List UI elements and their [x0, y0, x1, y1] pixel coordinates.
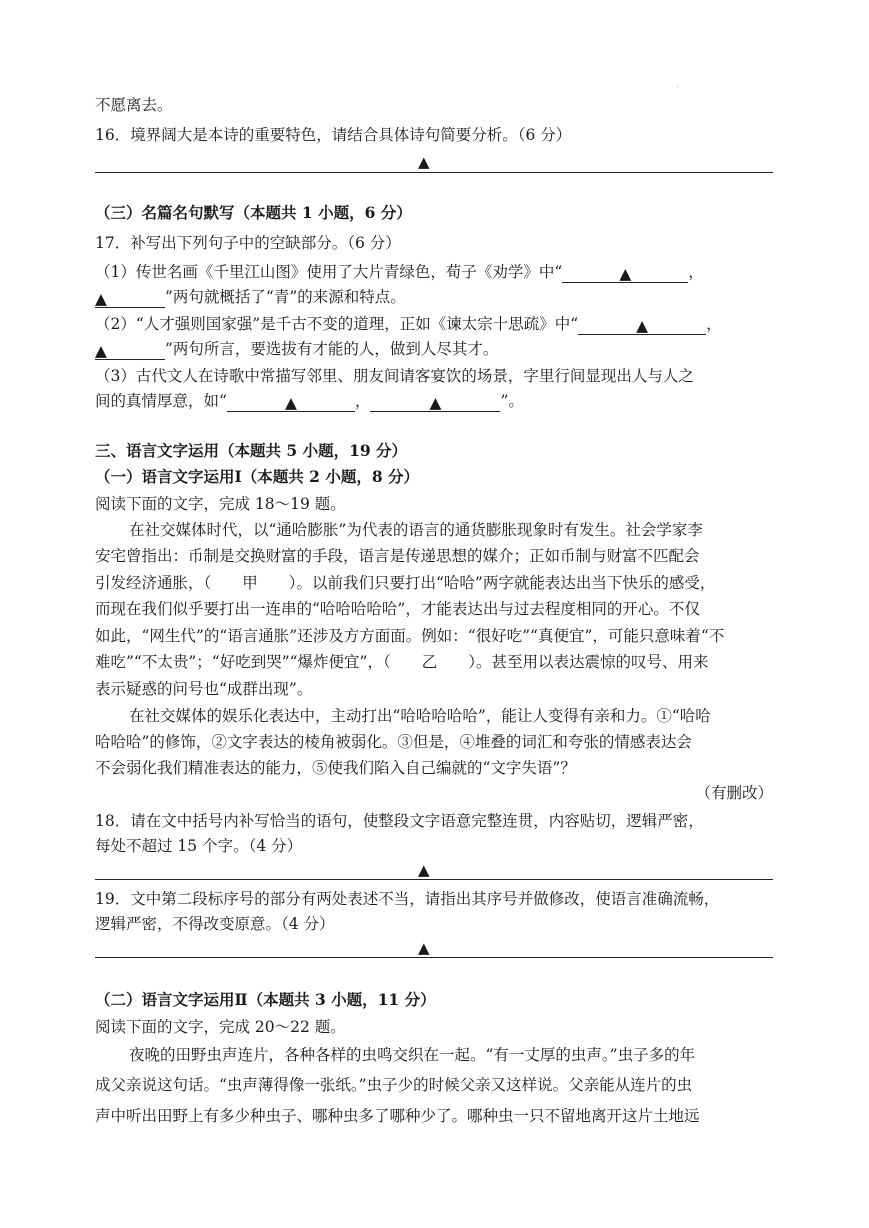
answer-blank[interactable]: [227, 393, 355, 412]
question-17-3-line2: [95, 391, 524, 411]
question-text: ”两句所言，要选拔有才能的人，做到人尽其才。: [165, 340, 499, 358]
passage-line: 引发经济通胀，（ 甲 ）。以前我们只要打出“哈哈”两字就能表达出当下快乐的感受，: [95, 574, 716, 592]
passage-line: 在社交媒体的娱乐化表达中，主动打出“哈哈哈哈哈”，能让人变得有亲和力。①“哈哈: [129, 707, 711, 725]
passage-line: 不会弱化我们精准表达的能力，⑤使我们陷入自己编就的“文字失语”？: [95, 759, 576, 777]
passage-line: 哈哈哈”的修饰，②文字表达的棱角被弱化。③但是，④堆叠的词汇和夸张的情感表达会: [95, 733, 692, 751]
question-text: ”两句就概括了“青”的来源和特点。: [165, 288, 406, 306]
answer-mark: ▲: [418, 153, 430, 171]
question-19-line2: 逻辑严密，不得改变原意。（4 分）: [95, 915, 335, 933]
passage-line: 难吃”“不太贵”；“好吃到哭”“爆炸便宜”，（ 乙 ）。甚至用以表达震惊的叹号、用来: [95, 653, 709, 671]
source-note: （有删改）: [695, 784, 773, 802]
answer-blank[interactable]: [95, 289, 165, 308]
punctuation: ，: [706, 315, 722, 333]
answer-mark: ▲: [418, 861, 430, 879]
question-17: 17．补写出下列句子中的空缺部分。（6 分）: [95, 234, 401, 252]
passage-line: 在社交媒体时代，以“通哈膨胀”为代表的语言的通货膨胀现象时有发生。社会学家李: [129, 521, 703, 539]
passage-line: 表示疑惑的问号也“成群出现”。: [95, 680, 313, 698]
scan-speck: ·: [677, 84, 679, 91]
paragraph-fragment: 不愿离去。: [95, 96, 173, 114]
passage-line: 如此，“网生代”的“语言通胀”还涉及方方面面。例如：“很好吃”“真便宜”，可能只意味着“不: [95, 627, 725, 645]
question-text: （1）传世名画《千里江山图》使用了大片青绿色，荀子《劝学》中“: [95, 263, 563, 281]
question-17-3-line1: （3）古代文人在诗歌中常描写邻里、朋友间请客宴饮的场景，字里行间显现出人与人之: [95, 367, 694, 385]
section-heading: （三）名篇名句默写（本题共 1 小题，6 分）: [95, 203, 412, 222]
answer-mark: ▲: [418, 939, 430, 957]
part-heading: 三、语言文字运用（本题共 5 小题，19 分）: [95, 441, 408, 460]
answer-line: [95, 957, 773, 958]
question-17-2-line2: [95, 339, 498, 359]
answer-mark: ▲: [636, 317, 649, 335]
answer-line: [95, 172, 773, 173]
passage-line: 安宅曾指出：币制是交换财富的手段，语言是传递思想的媒介；正如币制与财富不匹配会: [95, 547, 700, 565]
section-heading: （一）语言文字运用Ⅰ（本题共 2 小题，8 分）: [95, 467, 420, 486]
passage-line: 成父亲说这句话。“虫声薄得像一张纸。”虫子少的时候父亲又这样说。父亲能从连片的虫: [95, 1076, 693, 1094]
punctuation: ”。: [500, 392, 524, 410]
answer-mark: ▲: [284, 394, 297, 412]
punctuation: ，: [354, 392, 371, 410]
question-text: （2）“人才强则国家强”是千古不变的道理，正如《谏太宗十思疏》中“: [95, 315, 579, 333]
question-17-1-line1: [95, 262, 704, 282]
answer-mark: ▲: [95, 342, 107, 360]
answer-mark: ▲: [619, 265, 632, 283]
reading-instruction: 阅读下面的文字，完成 20～22 题。: [95, 1018, 346, 1036]
section-heading: （二）语言文字运用Ⅱ（本题共 3 小题，11 分）: [95, 990, 436, 1009]
answer-blank[interactable]: [95, 341, 165, 360]
passage-line: 声中听出田野上有多少种虫子、哪种虫多了哪种少了。哪种虫一只不留地离开这片土地远: [95, 1107, 700, 1125]
question-16: 16．境界阔大是本诗的重要特色，请结合具体诗句简要分析。（6 分）: [95, 126, 572, 144]
question-18-line2: 每处不超过 15 个字。（4 分）: [95, 837, 303, 855]
passage-line: 夜晚的田野虫声连片，各种各样的虫鸣交织在一起。“有一丈厚的虫声。”虫子多的年: [129, 1046, 696, 1064]
passage-line: 而现在我们似乎要打出一连串的“哈哈哈哈哈”，才能表达出与过去程度相同的开心。不仅: [95, 600, 700, 618]
answer-blank[interactable]: [370, 393, 500, 412]
answer-blank[interactable]: [562, 264, 688, 283]
question-19-line1: 19．文中第二段标序号的部分有两处表述不当，请指出其序号并做修改，使语言准确流畅，: [95, 890, 720, 908]
question-17-1-line2: [95, 287, 406, 307]
answer-mark: ▲: [429, 394, 442, 412]
answer-blank[interactable]: [578, 316, 706, 335]
question-17-2-line1: [95, 314, 722, 334]
answer-mark: ▲: [95, 290, 107, 308]
question-18-line1: 18．请在文中括号内补写恰当的语句，使整段文字语意完整连贯，内容贴切，逻辑严密，: [95, 812, 704, 830]
reading-instruction: 阅读下面的文字，完成 18～19 题。: [95, 495, 346, 513]
punctuation: ，: [688, 263, 704, 281]
answer-line: [95, 879, 773, 880]
question-text: 间的真情厚意，如“: [95, 392, 227, 410]
